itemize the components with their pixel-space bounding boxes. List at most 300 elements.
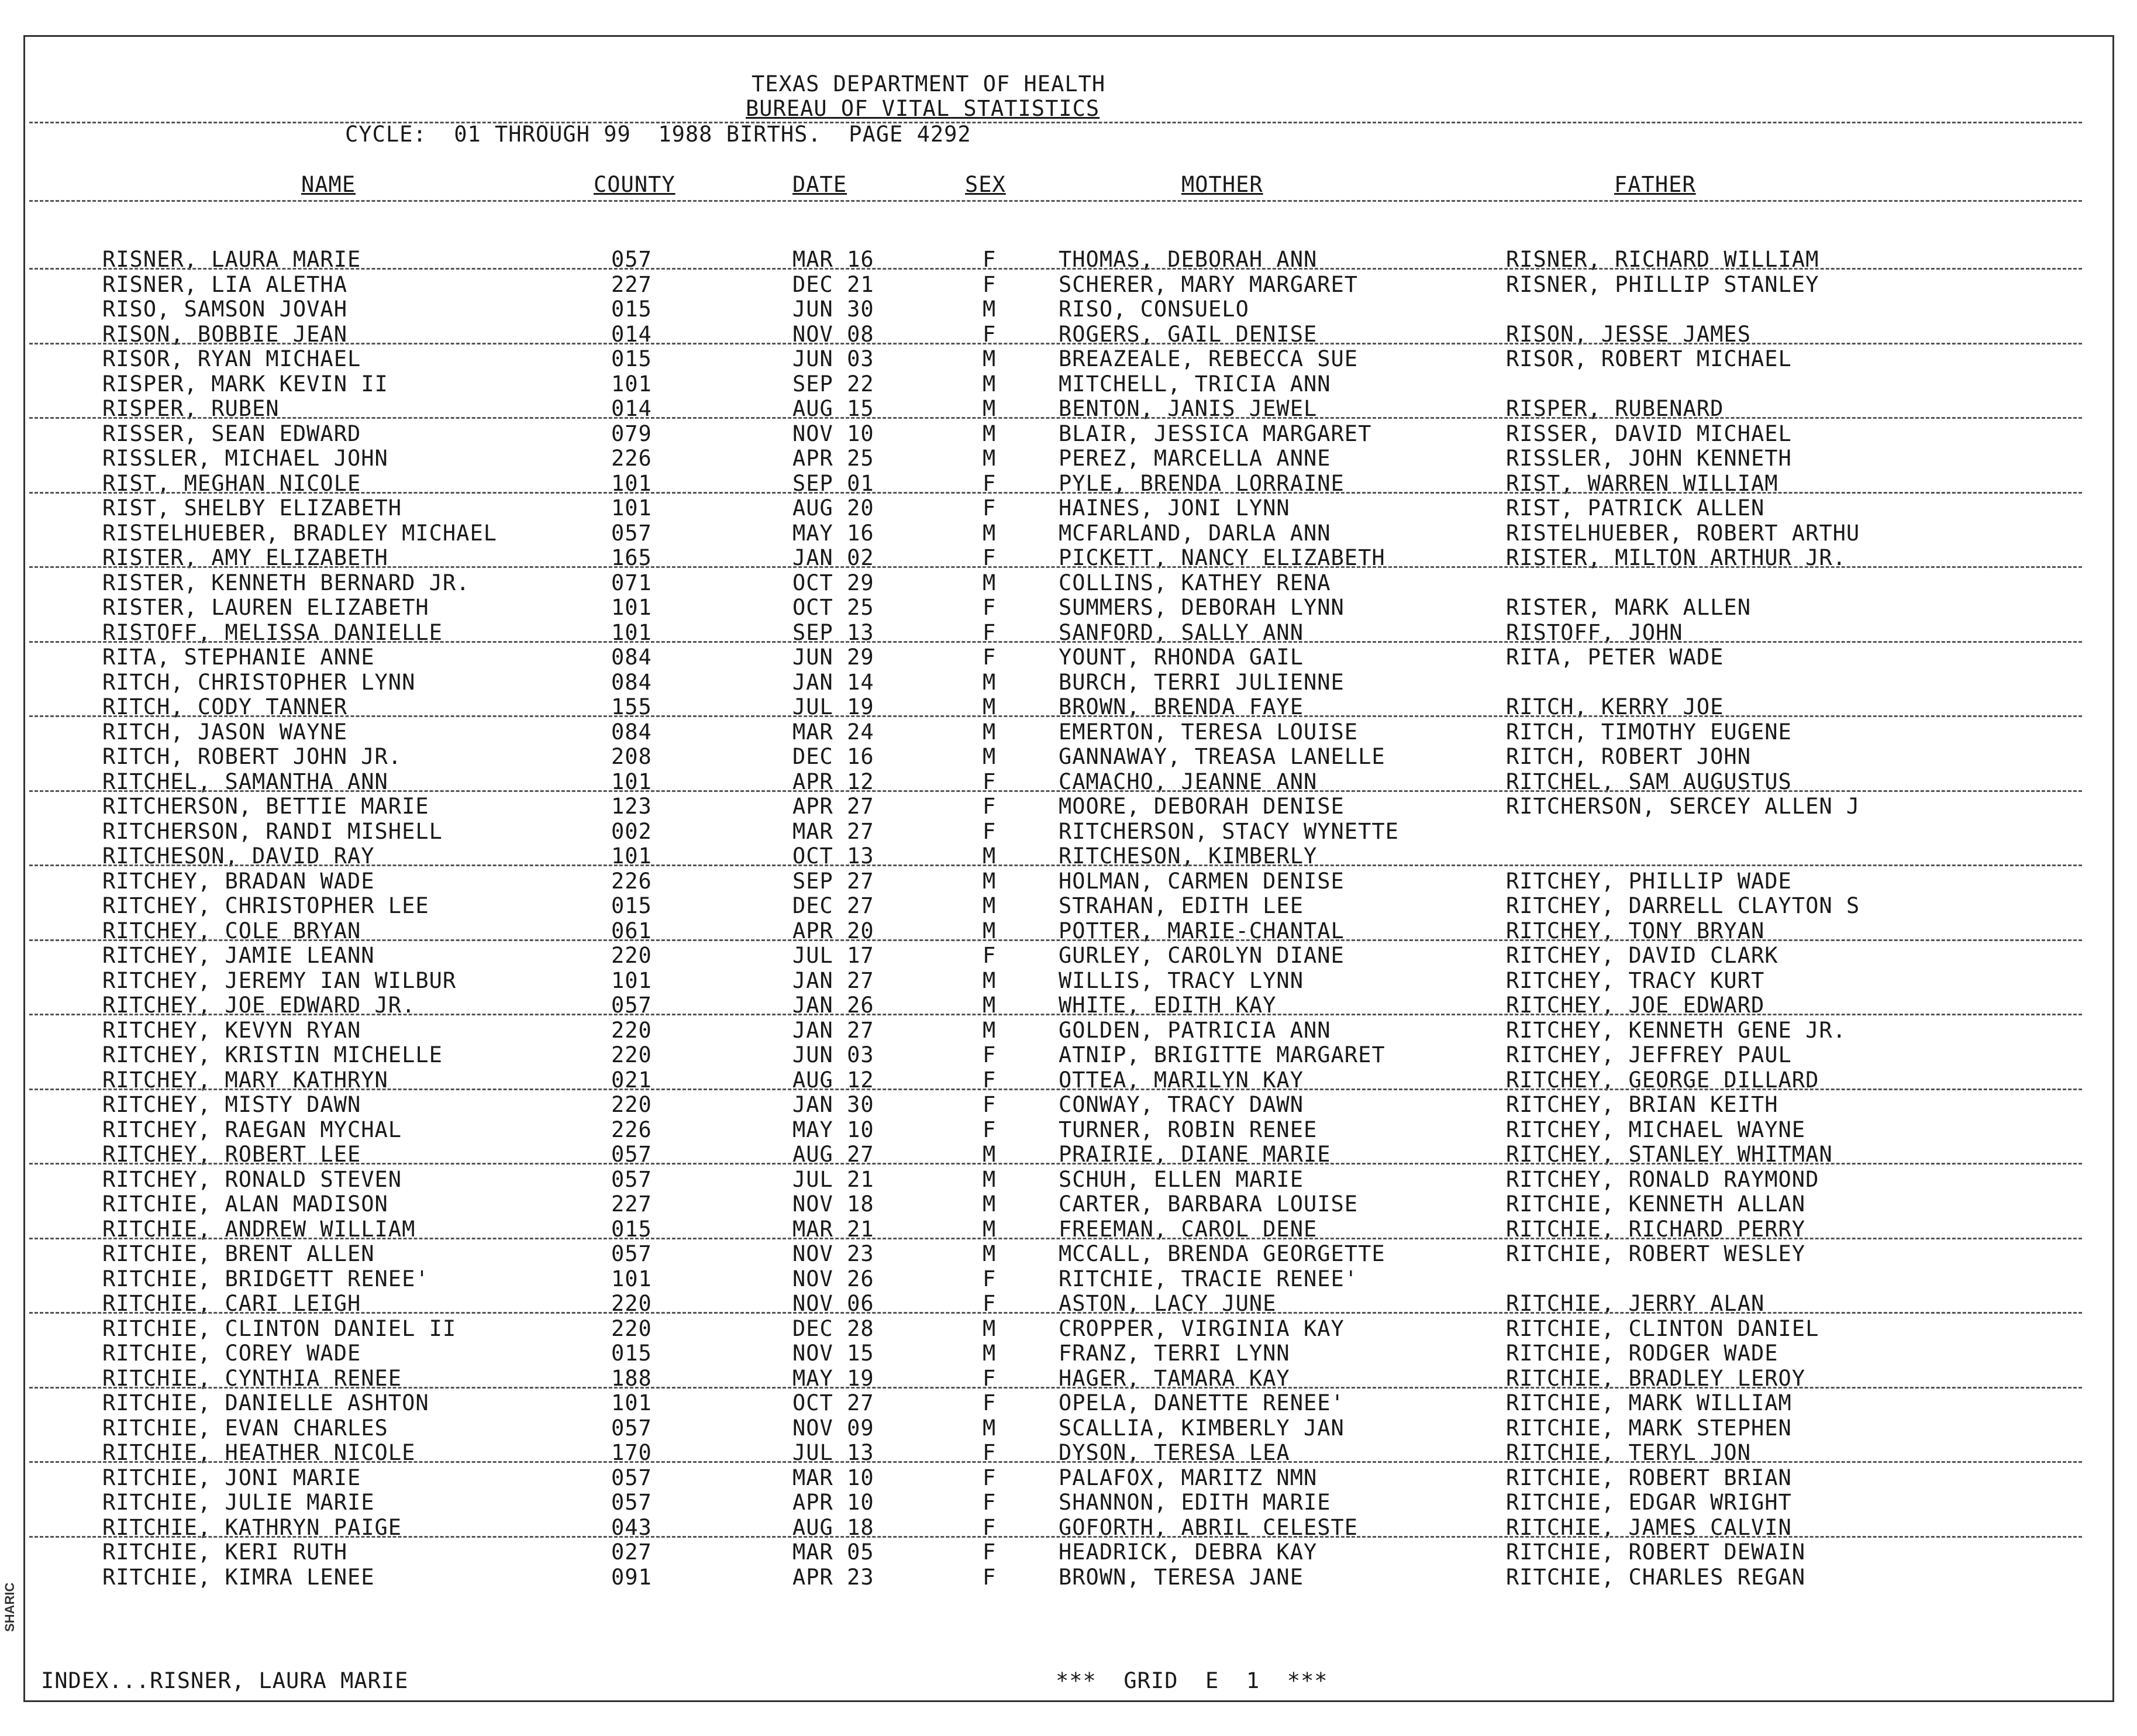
cell-date: NOV 06 [792,1291,874,1316]
header-title: TEXAS DEPARTMENT OF HEALTH [752,71,1106,97]
cell-name: RITCHIE, CLINTON DANIEL II [102,1315,457,1341]
cell-county: 101 [611,619,652,645]
row-group-divider [29,1238,2082,1239]
cell-date: SEP 27 [792,868,874,894]
cell-father: RITA, PETER WADE [1506,645,1724,670]
cell-father: RITCHIE, MARK WILLIAM [1506,1390,1792,1415]
cell-name: RISTER, LAUREN ELIZABETH [102,595,429,620]
cell-date: MAR 21 [792,1216,874,1242]
cell-mother: DYSON, TERESA LEA [1059,1440,1290,1465]
cell-name: RITCHIE, EVAN CHARLES [102,1415,388,1441]
cell-name: RITCHEY, RONALD STEVEN [102,1166,402,1192]
cell-sex: M [983,1166,997,1192]
cell-mother: GANNAWAY, TREASA LANELLE [1059,744,1385,769]
col-header-father: FATHER [1614,172,1696,197]
cell-county: 061 [611,918,652,943]
cell-sex: F [983,1465,997,1490]
cell-date: JAN 26 [792,993,874,1018]
cell-mother: SCHERER, MARY MARGARET [1059,271,1359,297]
cell-date: JAN 14 [792,669,874,695]
cell-father: RITCHEL, SAM AUGUSTUS [1506,769,1792,794]
cell-father: RITCHIE, RICHARD PERRY [1506,1216,1806,1242]
cell-name: RITCH, ROBERT JOHN JR. [102,744,402,769]
cell-county: 188 [611,1365,652,1391]
cell-mother: HAINES, JONI LYNN [1059,495,1290,521]
cell-sex: M [983,719,997,745]
cell-mother: CONWAY, TRACY DAWN [1059,1092,1304,1117]
cell-county: 165 [611,545,652,570]
cell-mother: BENTON, JANIS JEWEL [1059,396,1318,421]
cell-mother: MCFARLAND, DARLA ANN [1059,520,1331,546]
cell-father: RITCHEY, TRACY KURT [1506,967,1765,993]
cell-father: RISTELHUEBER, ROBERT ARTHU [1506,520,1860,546]
header-subtitle: BUREAU OF VITAL STATISTICS [746,96,1100,121]
cell-date: APR 12 [792,769,874,794]
table-row [0,1117,2137,1142]
cell-county: 057 [611,1142,652,1167]
cell-mother: SHANNON, EDITH MARIE [1059,1490,1331,1515]
cell-county: 015 [611,1216,652,1242]
cell-father: RITCHIE, BRADLEY LEROY [1506,1365,1806,1391]
cell-father: RITCHEY, TONY BRYAN [1506,918,1765,943]
cell-date: NOV 15 [792,1341,874,1366]
cell-sex: F [983,545,997,570]
table-row [0,968,2137,993]
cell-date: APR 23 [792,1564,874,1590]
cell-name: RITCHEY, JEREMY IAN WILBUR [102,967,457,993]
cell-father: RITCHEY, RONALD RAYMOND [1506,1166,1819,1192]
table-row [0,819,2137,843]
cell-county: 227 [611,1191,652,1217]
cell-name: RITCH, CHRISTOPHER LYNN [102,669,416,695]
cell-county: 101 [611,1390,652,1415]
cell-mother: OPELA, DANETTE RENEE' [1059,1390,1345,1415]
cell-county: 101 [611,371,652,397]
cell-father: RITCHIE, EDGAR WRIGHT [1506,1490,1792,1515]
cell-name: RITCHIE, COREY WADE [102,1341,361,1366]
cell-father: RISNER, RICHARD WILLIAM [1506,247,1819,272]
cell-sex: F [983,818,997,844]
cell-father: RITCH, ROBERT JOHN [1506,744,1751,769]
table-row [0,719,2137,744]
cell-sex: M [983,694,997,719]
cell-mother: RITCHESON, KIMBERLY [1059,843,1318,869]
cell-date: MAR 27 [792,818,874,844]
cell-sex: F [983,943,997,968]
cell-name: RITCHERSON, BETTIE MARIE [102,794,429,819]
table-row [0,521,2137,545]
cell-name: RISTELHUEBER, BRADLEY MICHAEL [102,520,498,546]
cell-mother: CAMACHO, JEANNE ANN [1059,769,1318,794]
cell-sex: M [983,1315,997,1341]
cell-mother: HAGER, TAMARA KAY [1059,1365,1290,1391]
cell-sex: F [983,1266,997,1291]
row-group-divider [29,1312,2082,1314]
cell-date: APR 20 [792,918,874,943]
cell-date: SEP 01 [792,470,874,496]
cell-date: JUL 21 [792,1166,874,1192]
cell-sex: F [983,1440,997,1465]
table-row [0,1092,2137,1117]
cell-sex: M [983,669,997,695]
cell-mother: CROPPER, VIRGINIA KAY [1059,1315,1345,1341]
cell-name: RISON, BOBBIE JEAN [102,321,347,347]
cell-county: 021 [611,1067,652,1093]
cell-date: APR 25 [792,446,874,471]
cell-mother: MCCALL, BRENDA GEORGETTE [1059,1241,1385,1266]
table-row [0,794,2137,818]
cell-sex: M [983,520,997,546]
cell-sex: F [983,1365,997,1391]
row-group-divider [29,1089,2082,1090]
cell-county: 057 [611,520,652,546]
cell-name: RITCHEY, COLE BRYAN [102,918,361,943]
cell-mother: EMERTON, TERESA LOUISE [1059,719,1359,745]
cell-date: APR 10 [792,1490,874,1515]
cell-date: AUG 27 [792,1142,874,1167]
cell-mother: ASTON, LACY JUNE [1059,1291,1277,1316]
cell-name: RITCHEL, SAMANTHA ANN [102,769,388,794]
cell-name: RISPER, RUBEN [102,396,280,421]
cell-sex: M [983,371,997,397]
row-group-divider [29,790,2082,792]
cell-sex: F [983,769,997,794]
cell-mother: PRAIRIE, DIANE MARIE [1059,1142,1331,1167]
cell-date: SEP 13 [792,619,874,645]
cell-father: RITCHIE, CLINTON DANIEL [1506,1315,1819,1341]
cell-mother: PICKETT, NANCY ELIZABETH [1059,545,1385,570]
cell-date: DEC 21 [792,271,874,297]
cell-county: 226 [611,868,652,894]
cell-mother: ROGERS, GAIL DENISE [1059,321,1318,347]
cell-father: RITCHIE, ROBERT WESLEY [1506,1241,1806,1266]
cell-sex: F [983,1390,997,1415]
cell-sex: F [983,271,997,297]
cell-date: AUG 15 [792,396,874,421]
cell-date: JAN 27 [792,1017,874,1043]
row-group-divider [29,864,2082,866]
cell-sex: F [983,495,997,521]
column-divider [29,200,2082,202]
cell-county: 227 [611,271,652,297]
cell-name: RITCHEY, JOE EDWARD JR. [102,993,416,1018]
cell-name: RITCHIE, ALAN MADISON [102,1191,388,1217]
table-row [0,1565,2137,1589]
cell-mother: SANFORD, SALLY ANN [1059,619,1304,645]
cell-father: RITCHEY, PHILLIP WADE [1506,868,1792,894]
cell-mother: MOORE, DEBORAH DENISE [1059,794,1345,819]
cell-mother: RITCHIE, TRACIE RENEE' [1059,1266,1359,1291]
cell-county: 084 [611,669,652,695]
cell-date: NOV 26 [792,1266,874,1291]
col-header-sex: SEX [965,172,1006,197]
cell-date: JAN 27 [792,967,874,993]
cell-date: MAR 10 [792,1465,874,1490]
cell-name: RITCHIE, HEATHER NICOLE [102,1440,416,1465]
cell-mother: BURCH, TERRI JULIENNE [1059,669,1345,695]
row-group-divider [29,715,2082,717]
row-group-divider [29,417,2082,419]
cell-name: RIST, MEGHAN NICOLE [102,470,361,496]
cell-mother: RITCHERSON, STACY WYNETTE [1059,818,1399,844]
cell-sex: F [983,794,997,819]
cell-sex: M [983,967,997,993]
cell-name: RISOR, RYAN MICHAEL [102,346,361,371]
cell-sex: F [983,1291,997,1316]
cell-name: RITA, STEPHANIE ANNE [102,645,375,670]
cell-name: RITCHESON, DAVID RAY [102,843,375,869]
row-group-divider [29,1461,2082,1463]
cell-date: OCT 13 [792,843,874,869]
cell-mother: MITCHELL, TRICIA ANN [1059,371,1331,397]
cell-father: RITCHEY, MICHAEL WAYNE [1506,1117,1806,1142]
cell-father: RITCHERSON, SERCEY ALLEN J [1506,794,1860,819]
table-row [0,1465,2137,1490]
cell-county: 015 [611,346,652,371]
table-row [0,1490,2137,1514]
cell-name: RITCHEY, KRISTIN MICHELLE [102,1042,443,1067]
cell-date: JAN 02 [792,545,874,570]
cell-name: RITCH, CODY TANNER [102,694,347,719]
cell-county: 015 [611,893,652,918]
cell-sex: M [983,421,997,446]
col-header-name: NAME [301,172,356,197]
cell-county: 091 [611,1564,652,1590]
header-divider [29,122,2082,123]
cell-mother: ATNIP, BRIGITTE MARGARET [1059,1042,1385,1067]
cell-date: JUL 13 [792,1440,874,1465]
cell-county: 101 [611,843,652,869]
cell-mother: GOLDEN, PATRICIA ANN [1059,1017,1331,1043]
cell-date: JUN 30 [792,297,874,322]
cell-father: RITCHIE, JERRY ALAN [1506,1291,1765,1316]
cell-name: RITCHIE, ANDREW WILLIAM [102,1216,416,1242]
cell-sex: M [983,446,997,471]
cell-date: OCT 25 [792,595,874,620]
cell-father: RITCHEY, KENNETH GENE JR. [1506,1017,1846,1043]
cell-mother: POTTER, MARIE-CHANTAL [1059,918,1345,943]
table-row [0,272,2137,297]
cell-name: RITCHEY, KEVYN RYAN [102,1017,361,1043]
cell-county: 015 [611,1341,652,1366]
table-row [0,1191,2137,1216]
cell-name: RITCHEY, ROBERT LEE [102,1142,361,1167]
cell-mother: TURNER, ROBIN RENEE [1059,1117,1318,1142]
table-row [0,1266,2137,1291]
table-row [0,1539,2137,1564]
cell-mother: STRAHAN, EDITH LEE [1059,893,1304,918]
cell-name: RISPER, MARK KEVIN II [102,371,388,397]
table-row [0,297,2137,321]
cell-father: RISPER, RUBENARD [1506,396,1724,421]
cell-sex: F [983,1564,997,1590]
cell-father: RISTER, MARK ALLEN [1506,595,1751,620]
col-header-county: COUNTY [594,172,675,197]
table-row [0,1042,2137,1067]
cell-father: RITCHEY, STANLEY WHITMAN [1506,1142,1833,1167]
cell-father: RITCHIE, TERYL JON [1506,1440,1751,1465]
cell-county: 057 [611,1241,652,1266]
cell-county: 014 [611,396,652,421]
cell-name: RITCHEY, JAMIE LEANN [102,943,375,968]
cell-sex: M [983,1142,997,1167]
cell-name: RITCHIE, KATHRYN PAIGE [102,1514,402,1540]
cell-mother: BROWN, TERESA JANE [1059,1564,1304,1590]
cell-father: RITCHEY, GEORGE DILLARD [1506,1067,1819,1093]
cell-date: JUN 03 [792,346,874,371]
cell-county: 101 [611,595,652,620]
cell-sex: F [983,595,997,620]
table-row [0,744,2137,769]
cell-sex: M [983,993,997,1018]
cell-father: RISON, JESSE JAMES [1506,321,1751,347]
cell-county: 220 [611,1291,652,1316]
cell-father: RISSER, DAVID MICHAEL [1506,421,1792,446]
table-row [0,1241,2137,1266]
cell-name: RISTER, KENNETH BERNARD JR. [102,570,470,595]
cell-father: RISTOFF, JOHN [1506,619,1683,645]
table-row [0,1018,2137,1042]
cell-date: JUN 03 [792,1042,874,1067]
cell-sex: M [983,297,997,322]
cell-sex: M [983,1191,997,1217]
cell-name: RISO, SAMSON JOVAH [102,297,347,322]
cell-father: RIST, WARREN WILLIAM [1506,470,1778,496]
cell-county: 155 [611,694,652,719]
cell-date: MAR 24 [792,719,874,745]
cell-sex: F [983,247,997,272]
table-row [0,346,2137,371]
cell-mother: PYLE, BRENDA LORRAINE [1059,470,1345,496]
cell-date: AUG 20 [792,495,874,521]
cell-mother: COLLINS, KATHEY RENA [1059,570,1331,595]
col-header-date: DATE [792,172,847,197]
cell-sex: F [983,1067,997,1093]
cell-name: RISSER, SEAN EDWARD [102,421,361,446]
cell-mother: FREEMAN, CAROL DENE [1059,1216,1318,1242]
cell-father: RITCHIE, ROBERT DEWAIN [1506,1539,1806,1565]
cell-county: 208 [611,744,652,769]
cell-county: 014 [611,321,652,347]
cell-sex: F [983,321,997,347]
cell-date: AUG 18 [792,1514,874,1540]
cell-name: RITCHIE, KIMRA LENEE [102,1564,375,1590]
row-group-divider [29,566,2082,568]
cell-mother: THOMAS, DEBORAH ANN [1059,247,1318,272]
table-row [0,371,2137,396]
cell-county: 226 [611,446,652,471]
footer-index: INDEX...RISNER, LAURA MARIE [41,1668,409,1693]
cell-county: 002 [611,818,652,844]
row-group-divider [29,641,2082,643]
table-row [0,869,2137,893]
cell-name: RITCHERSON, RANDI MISHELL [102,818,443,844]
cell-name: RITCHEY, MARY KATHRYN [102,1067,388,1093]
cell-date: NOV 23 [792,1241,874,1266]
cell-mother: SUMMERS, DEBORAH LYNN [1059,595,1345,620]
cell-father: RITCHIE, CHARLES REGAN [1506,1564,1806,1590]
cell-county: 057 [611,993,652,1018]
row-group-divider [29,1014,2082,1015]
cell-sex: F [983,1042,997,1067]
cell-date: AUG 12 [792,1067,874,1093]
cell-mother: PEREZ, MARCELLA ANNE [1059,446,1331,471]
cell-sex: F [983,1539,997,1565]
cell-name: RITCHIE, CARI LEIGH [102,1291,361,1316]
table-row [0,1341,2137,1365]
cell-date: DEC 28 [792,1315,874,1341]
cell-mother: WHITE, EDITH KAY [1059,993,1277,1018]
cell-name: RITCHEY, RAEGAN MYCHAL [102,1117,402,1142]
cell-sex: M [983,1216,997,1242]
cell-sex: M [983,570,997,595]
cell-father: RIST, PATRICK ALLEN [1506,495,1765,521]
cell-date: NOV 18 [792,1191,874,1217]
cell-county: 057 [611,1415,652,1441]
cell-name: RITCHEY, BRADAN WADE [102,868,375,894]
cell-father: RITCHIE, MARK STEPHEN [1506,1415,1792,1441]
cell-county: 057 [611,1166,652,1192]
cell-sex: M [983,893,997,918]
cell-county: 101 [611,470,652,496]
table-row [0,1167,2137,1191]
cell-county: 220 [611,943,652,968]
cell-mother: GURLEY, CAROLYN DIANE [1059,943,1345,968]
cell-mother: WILLIS, TRACY LYNN [1059,967,1304,993]
cell-county: 043 [611,1514,652,1540]
cell-mother: BREAZEALE, REBECCA SUE [1059,346,1359,371]
cell-name: RITCHIE, BRIDGETT RENEE' [102,1266,429,1291]
table-row [0,595,2137,619]
cell-date: OCT 29 [792,570,874,595]
cell-sex: M [983,346,997,371]
cell-sex: M [983,918,997,943]
cell-name: RITCHIE, KERI RUTH [102,1539,347,1565]
cell-county: 220 [611,1315,652,1341]
cell-county: 071 [611,570,652,595]
cell-date: MAY 19 [792,1365,874,1391]
cell-sex: F [983,1490,997,1515]
table-row [0,1316,2137,1341]
cell-father: RITCHIE, RODGER WADE [1506,1341,1778,1366]
cell-father: RISOR, ROBERT MICHAEL [1506,346,1792,371]
cell-name: RITCHEY, CHRISTOPHER LEE [102,893,429,918]
row-group-divider [29,1536,2082,1538]
side-label: SHARIC [2,1582,17,1632]
table-row [0,446,2137,470]
cell-county: 027 [611,1539,652,1565]
cell-county: 101 [611,769,652,794]
table-row [0,1415,2137,1440]
cell-sex: F [983,1117,997,1142]
cell-mother: RISO, CONSUELO [1059,297,1249,322]
cell-mother: SCHUH, ELLEN MARIE [1059,1166,1304,1192]
cell-name: RITCHIE, BRENT ALLEN [102,1241,375,1266]
cell-county: 101 [611,967,652,993]
cell-county: 220 [611,1042,652,1067]
cell-sex: F [983,470,997,496]
row-group-divider [29,939,2082,941]
cell-mother: GOFORTH, ABRIL CELESTE [1059,1514,1359,1540]
table-row [0,495,2137,520]
cell-date: MAR 16 [792,247,874,272]
cell-date: SEP 22 [792,371,874,397]
row-group-divider [29,343,2082,345]
table-row [0,670,2137,694]
cell-name: RISTER, AMY ELIZABETH [102,545,388,570]
cell-county: 084 [611,719,652,745]
cell-father: RITCHIE, KENNETH ALLAN [1506,1191,1806,1217]
